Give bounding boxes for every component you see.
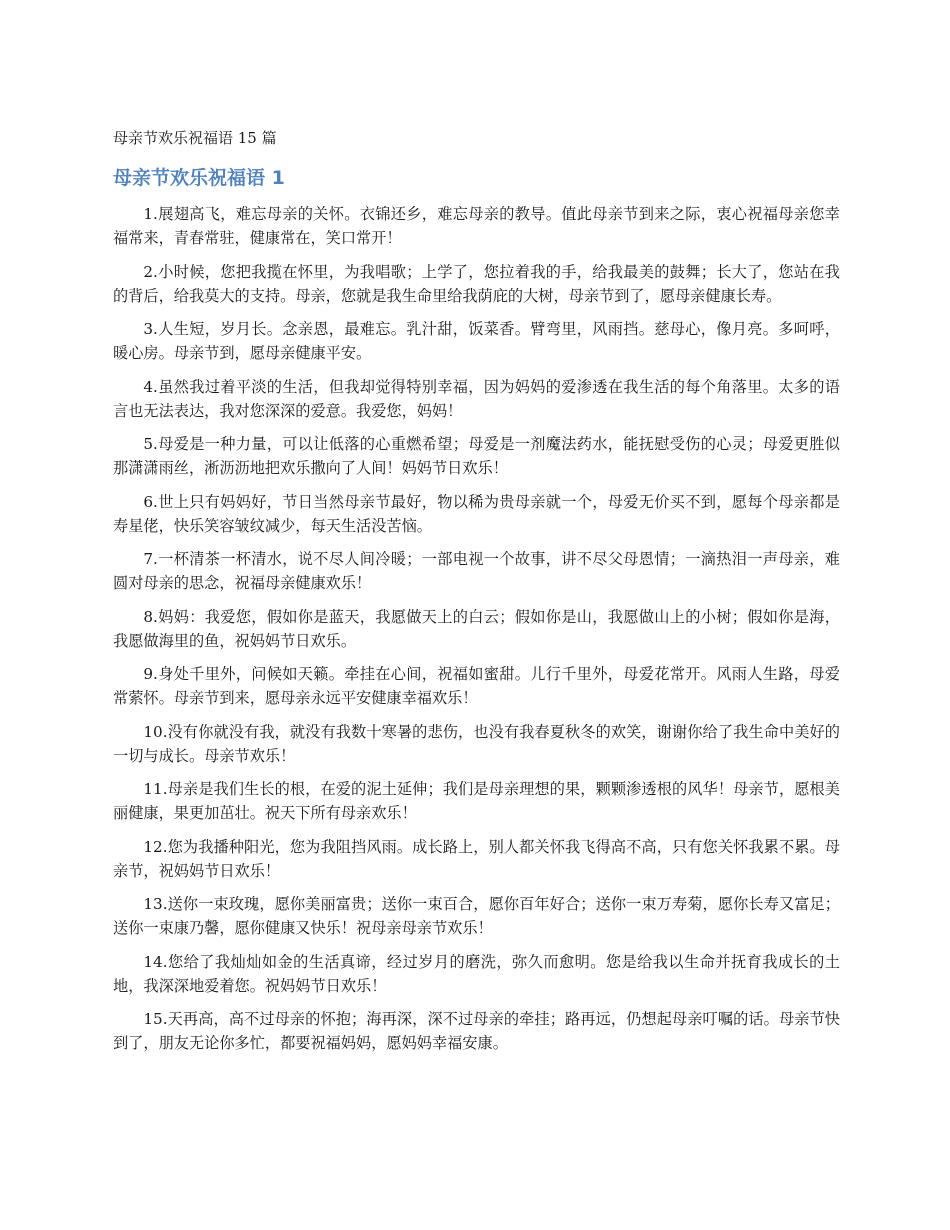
paragraph: 14.您给了我灿灿如金的生活真谛，经过岁月的磨洗，弥久而愈明。您是给我以生命并抚育我成长的土地，我深深地爱着您。祝妈妈节日欢乐！ [113, 952, 840, 995]
paragraph: 9.身处千里外，问候如天籁。牵挂在心间，祝福如蜜甜。儿行千里外，母爱花常开。风雨人生路，母爱常萦怀。母亲节到来，愿母亲永远平安健康幸福欢乐！ [113, 665, 840, 707]
paragraph: 3.人生短，岁月长。念亲恩，最难忘。乳汁甜，饭菜香。臂弯里，风雨挡。慈母心，像月亮。多呵呼，暖心房。母亲节到，愿母亲健康平安。 [113, 320, 840, 362]
paragraph: 12.您为我播种阳光，您为我阻挡风雨。成长路上，别人都关怀我飞得高不高，只有您关怀我累不累。母亲节，祝妈妈节日欢乐！ [113, 837, 840, 880]
paragraph: 1.展翅高飞，难忘母亲的关怀。衣锦还乡，难忘母亲的教导。值此母亲节到来之际，衷心祝福母亲您幸福常来，青春常驻，健康常在，笑口常开！ [113, 205, 840, 247]
paragraph: 10.没有你就没有我，就没有我数十寒暑的悲伤，也没有我春夏秋冬的欢笑，谢谢你给了我生命中美好的一切与成长。母亲节欢乐！ [113, 722, 840, 765]
paragraph: 4.虽然我过着平淡的生活，但我却觉得特别幸福，因为妈妈的爱渗透在我生活的每个角落里。太多的语言也无法表达，我对您深深的爱意。我爱您，妈妈！ [113, 377, 840, 420]
paragraph: 8.妈妈：我爱您，假如你是蓝天，我愿做天上的白云；假如你是山，我愿做山上的小树；假如你是海，我愿做海里的鱼，祝妈妈节日欢乐。 [113, 607, 840, 650]
section-heading: 母亲节欢乐祝福语 1 [113, 167, 285, 189]
paragraph: 2.小时候，您把我揽在怀里，为我唱歌；上学了，您拉着我的手，给我最美的鼓舞；长大了，您站在我的背后，给我莫大的支持。母亲，您就是我生命里给我荫庇的大树，母亲节到了，愿母亲健康长寿。 [113, 262, 840, 305]
paragraph: 7.一杯清茶一杯清水，说不尽人间冷暖；一部电视一个故事，讲不尽父母恩情；一滴热泪一声母亲，难圆对母亲的思念，祝福母亲健康欢乐！ [113, 550, 840, 592]
paragraph: 13.送你一束玫瑰，愿你美丽富贵；送你一束百合，愿你百年好合；送你一束万寿菊，愿你长寿又富足；送你一束康乃馨，愿你健康又快乐！祝母亲母亲节欢乐！ [113, 895, 840, 937]
paragraph-list [113, 202, 840, 1065]
paragraph: 15.天再高，高不过母亲的怀抱；海再深，深不过母亲的牵挂；路再远，仍想起母亲叮嘱的话。母亲节快到了，朋友无论你多忙，都要祝福妈妈，愿妈妈幸福安康。 [113, 1010, 840, 1052]
paragraph: 6.世上只有妈妈好，节日当然母亲节最好，物以稀为贵母亲就一个，母爱无价买不到，愿每个母亲都是寿星佬，快乐笑容皱纹减少，每天生活没苦恼。 [113, 492, 840, 535]
paragraph: 11.母亲是我们生长的根，在爱的泥土延伸；我们是母亲理想的果，颗颗渗透根的风华！母亲节，愿根美丽健康，果更加茁壮。祝天下所有母亲欢乐！ [113, 780, 840, 822]
paragraph: 5.母爱是一种力量，可以让低落的心重燃希望；母爱是一剂魔法药水，能抚慰受伤的心灵；母爱更胜似那潇潇雨丝，淅沥沥地把欢乐撒向了人间！妈妈节日欢乐！ [113, 435, 840, 477]
document-title: 母亲节欢乐祝福语 15 篇 [113, 129, 277, 147]
